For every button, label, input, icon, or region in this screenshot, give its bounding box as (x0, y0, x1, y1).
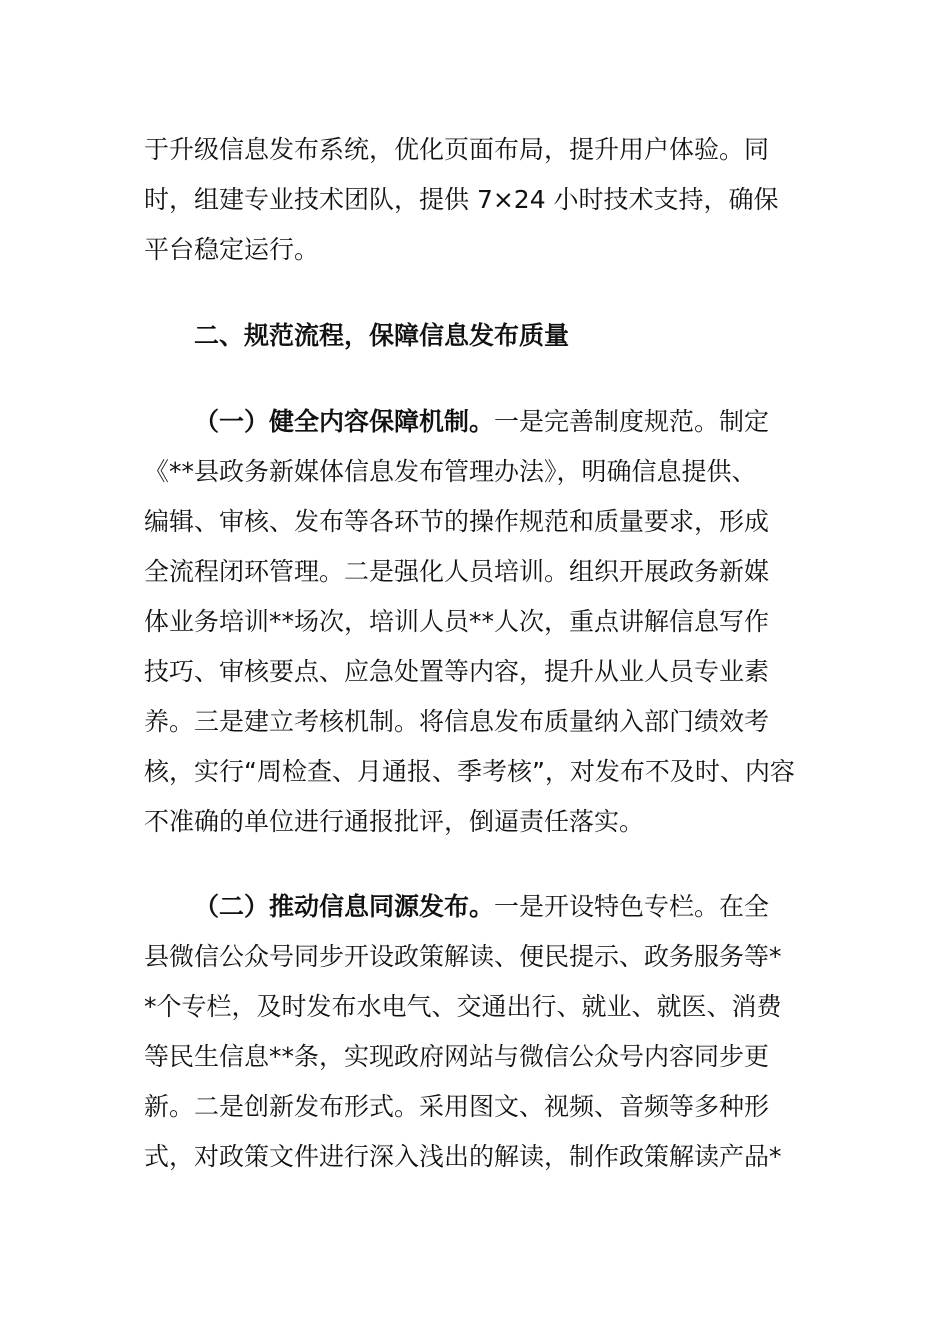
intro-line-1: 于升级信息发布系统，优化页面布局，提升用户体验。同 (144, 135, 770, 164)
intro-line-2: 时，组建专业技术团队，提供 7×24 小时技术支持，确保 (144, 185, 779, 214)
subsection1-line: 养。三是建立考核机制。将信息发布质量纳入部门绩效考 (144, 707, 770, 736)
subsection1-line: 体业务培训**场次，培训人员**人次，重点讲解信息写作 (144, 607, 770, 636)
subsection1-line: 编辑、审核、发布等各环节的操作规范和质量要求，形成 (144, 507, 770, 536)
subsection2-line: 新。二是创新发布形式。采用图文、视频、音频等多种形 (144, 1092, 770, 1121)
subsection1-line: 核，实行“周检查、月通报、季考核”，对发布不及时、内容 (144, 757, 795, 786)
intro-line-3: 平台稳定运行。 (144, 235, 320, 264)
subsection1-heading: （一）健全内容保障机制。 (194, 407, 495, 436)
subsection1-line: 《**县政务新媒体信息发布管理办法》，明确信息提供、 (144, 457, 757, 486)
subsection2-first-line-text: 一是开设特色专栏。在全 (494, 892, 770, 921)
subsection2-line: 等民生信息**条，实现政府网站与微信公众号内容同步更 (144, 1042, 770, 1071)
subsection2-line: 式，对政策文件进行深入浅出的解读，制作政策解读产品* (144, 1142, 782, 1171)
subsection1-line: 技巧、审核要点、应急处置等内容，提升从业人员专业素 (144, 657, 770, 686)
subsection2-first-line (194, 891, 809, 923)
subsection2-heading: （二）推动信息同源发布。 (194, 892, 495, 921)
subsection1-first-line (194, 406, 809, 438)
subsection1-first-line-text: 一是完善制度规范。制定 (494, 407, 770, 436)
subsection2-line: *个专栏，及时发布水电气、交通出行、就业、就医、消费 (144, 992, 782, 1021)
subsection1-line: 全流程闭环管理。二是强化人员培训。组织开展政务新媒 (144, 557, 770, 586)
subsection1-line: 不准确的单位进行通报批评，倒逼责任落实。 (144, 807, 645, 836)
section-heading: 二、规范流程，保障信息发布质量 (194, 321, 570, 350)
subsection2-line: 县微信公众号同步开设政策解读、便民提示、政务服务等* (144, 942, 782, 971)
